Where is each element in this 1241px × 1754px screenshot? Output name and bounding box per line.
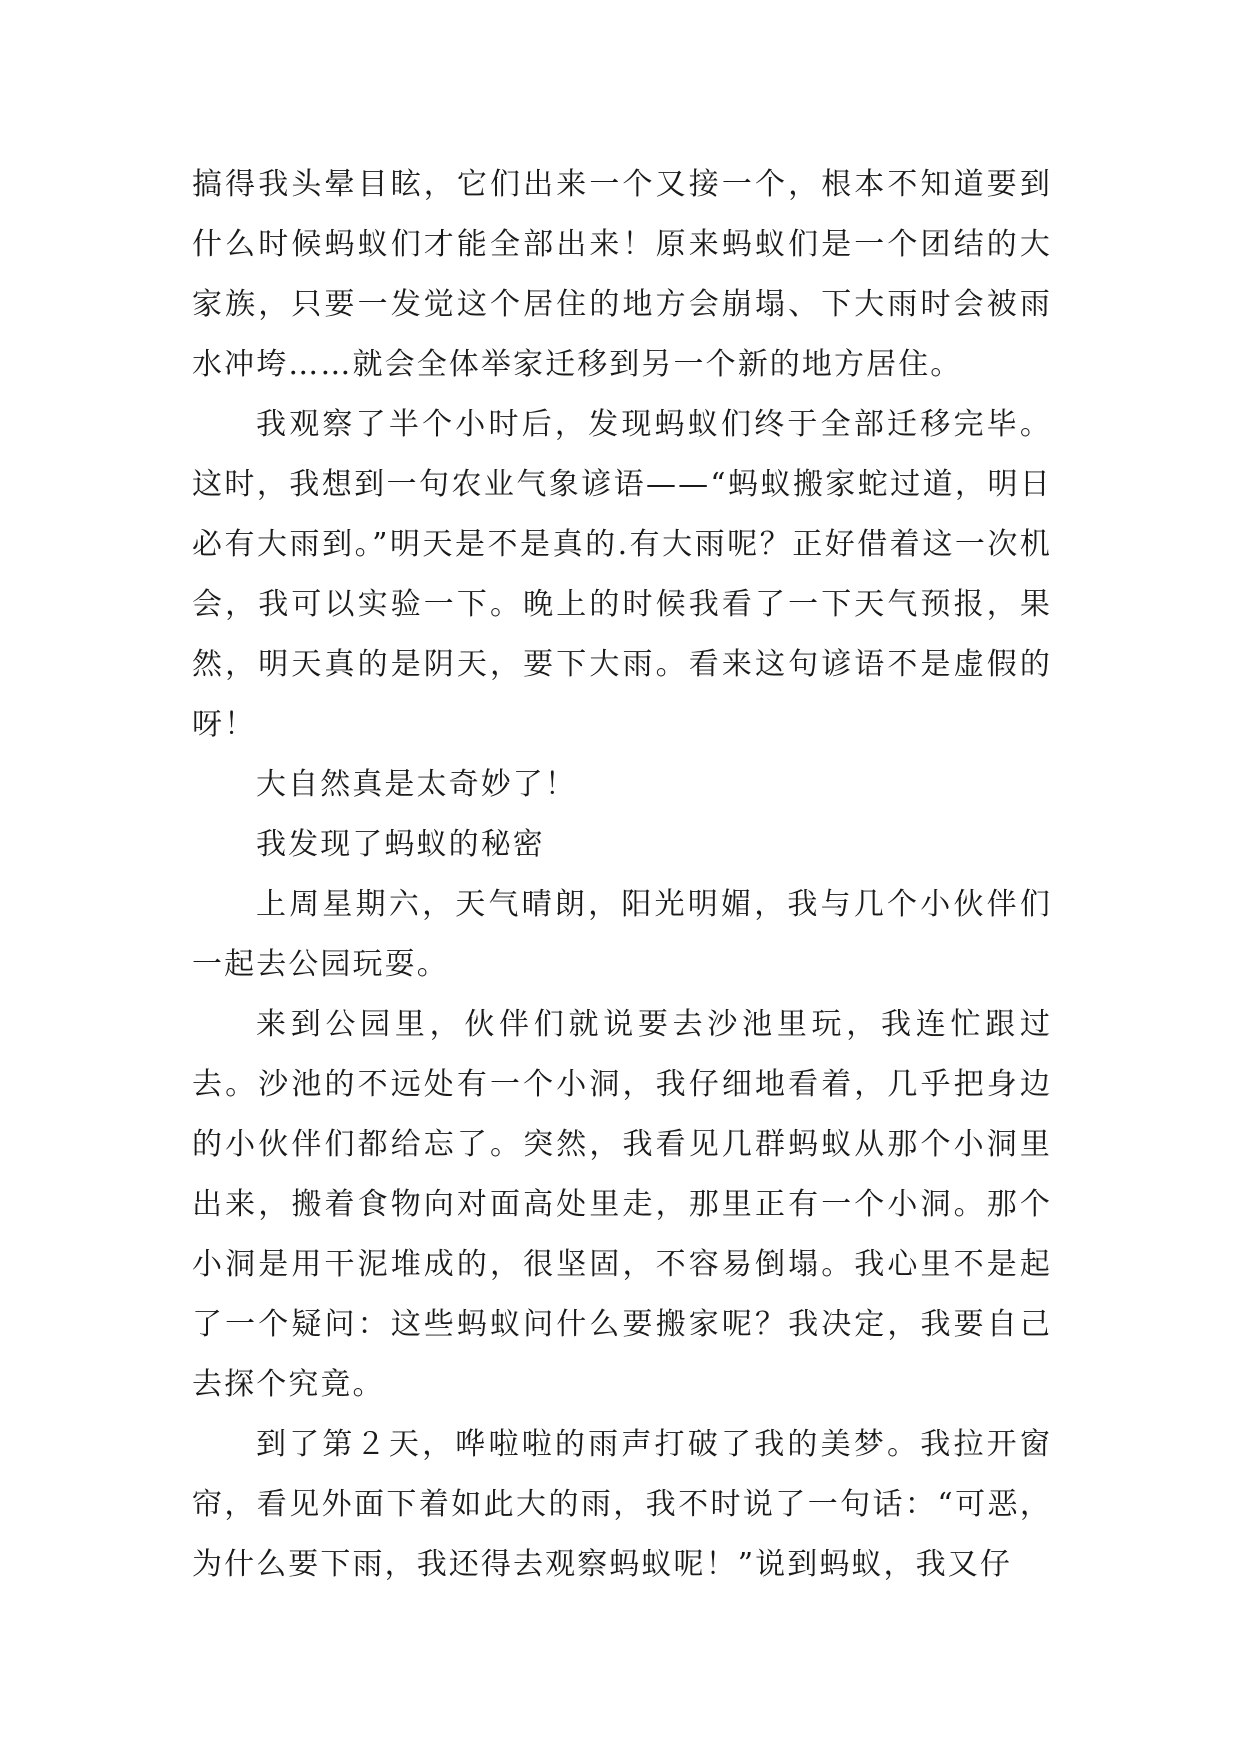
paragraph-7: 到了第２天，哗啦啦的雨声打破了我的美梦。我拉开窗帘，看见外面下着如此大的雨，我不时说了一句话：“可恶，为什么要下雨，我还得去观察蚂蚁呢！”说到蚂蚁，我又仔 <box>192 1427 1052 1582</box>
paragraph-2: 我观察了半个小时后，发现蚂蚁们终于全部迁移完毕。这时，我想到一句农业气象谚语——“蚂蚁搬家蛇过道，明日必有大雨到。”明天是不是真的.有大雨呢？正好借着这一次机会，我可以实验一下。晚上的时候我看了一下天气预报，果然，明天真的是阴天，要下大雨。看来这句谚语不是虚假的呀！ <box>192 407 1052 742</box>
section-heading: 我发现了蚂蚁的秘密 <box>256 827 545 862</box>
document-body <box>192 155 1052 1595</box>
paragraph-1: 搞得我头晕目眩，它们出来一个又接一个，根本不知道要到什么时候蚂蚁们才能全部出来！原来蚂蚁们是一个团结的大家族，只要一发觉这个居住的地方会崩塌、下大雨时会被雨水冲垮……就会全体举家迁移到另一个新的地方居住。 <box>192 167 1052 382</box>
paragraph-5: 上周星期六，天气晴朗，阳光明媚，我与几个小伙伴们一起去公园玩耍。 <box>192 887 1052 982</box>
paragraph-6: 来到公园里，伙伴们就说要去沙池里玩，我连忙跟过去。沙池的不远处有一个小洞，我仔细地看着，几乎把身边的小伙伴们都给忘了。突然，我看见几群蚂蚁从那个小洞里出来，搬着食物向对面高处里走，那里正有一个小洞。那个小洞是用干泥堆成的，很坚固，不容易倒塌。我心里不是起了一个疑问：这些蚂蚁问什么要搬家呢？我决定，我要自己去探个究竟。 <box>192 1007 1052 1402</box>
paragraph-3: 大自然真是太奇妙了！ <box>256 767 577 802</box>
